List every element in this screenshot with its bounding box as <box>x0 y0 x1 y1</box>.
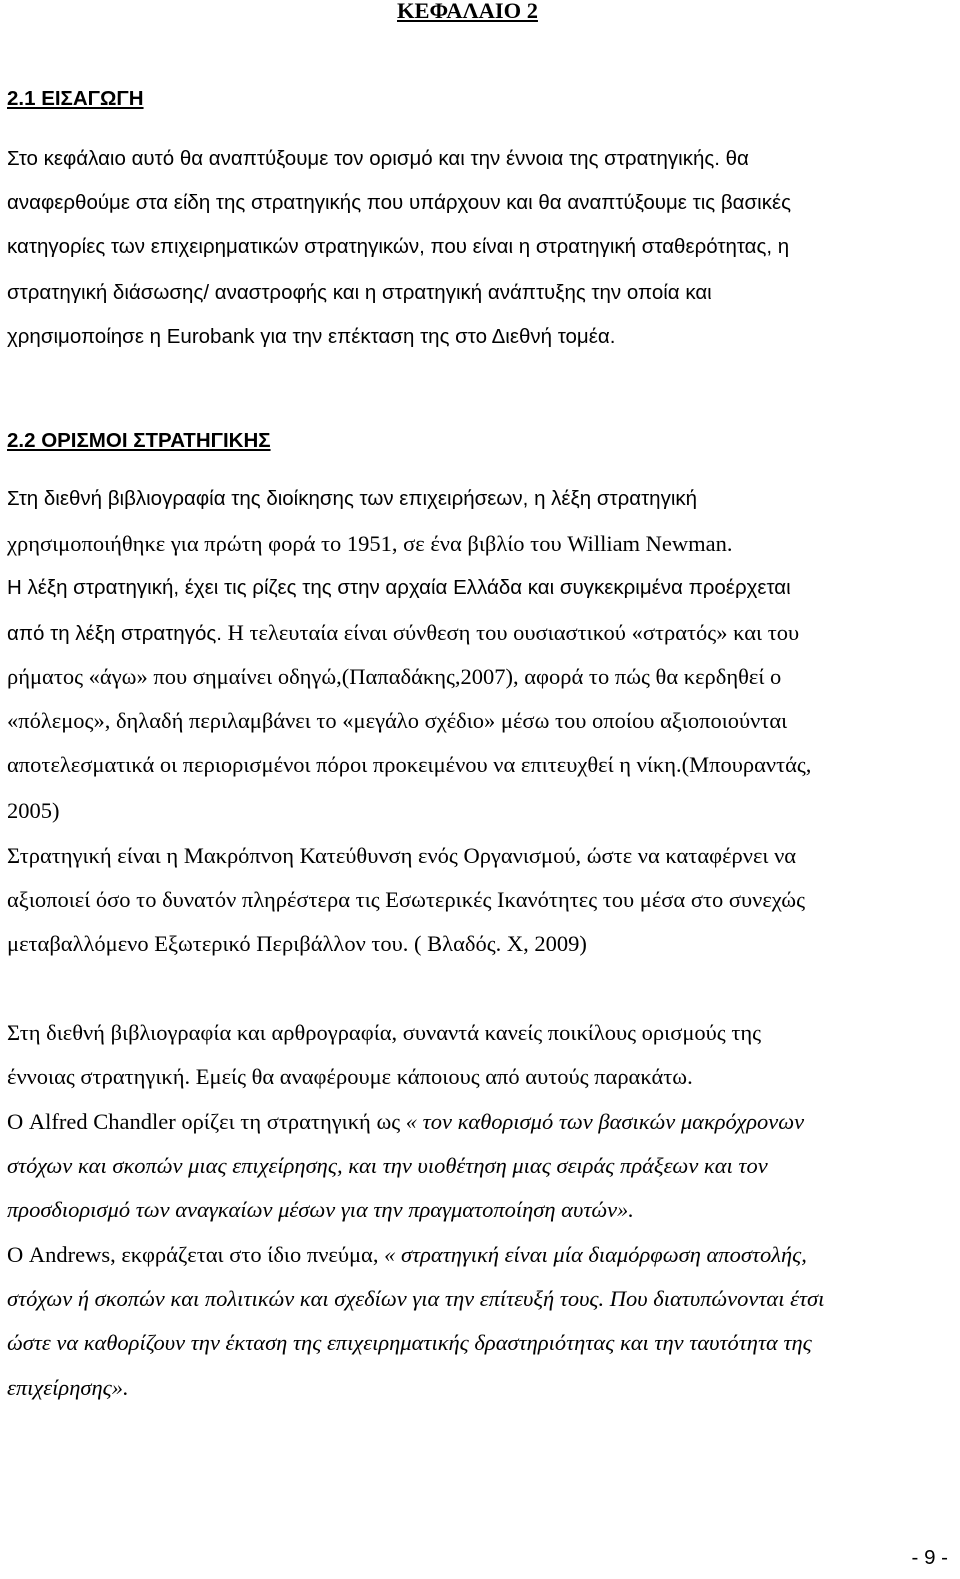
definitions-line-17 <box>7 1244 807 1267</box>
definitions-line-8: 2005) <box>7 798 60 823</box>
chandler-intro: Ο Alfred Chandler ορίζει τη στρατηγική ως <box>7 1109 406 1134</box>
definitions-line-19: ώστε να καθορίζουν την έκταση της επιχειρηματικής δραστηριότητας και την ταυτότητα της <box>7 1330 812 1355</box>
definitions-line-6: «πόλεμος», δηλαδή περιλαμβάνει το «μεγάλο σχέδιο» μέσω του οποίου αξιοποιούνται <box>7 708 788 733</box>
intro-line-4: στρατηγική διάσωσης/ αναστροφής και η στρατηγική ανάπτυξης την οποία και <box>7 281 712 304</box>
intro-line-5: χρησιμοποίησε η Eurobank για την επέκταση της στο Διεθνή τομέα. <box>7 325 616 348</box>
definitions-line-2: χρησιμοποιήθηκε για πρώτη φορά το 1951, σε ένα βιβλίο του William Newman. <box>7 531 733 556</box>
definitions-line-18: στόχων ή σκοπών και πολιτικών και σχεδίων για την επίτευξή τους. Που διατυπώνονται έτσι <box>7 1286 825 1311</box>
definitions-line-20: επιχείρησης». <box>7 1375 129 1400</box>
definitions-line-12: Στη διεθνή βιβλιογραφία και αρθρογραφία, συναντά κανείς ποικίλους ορισμούς της <box>7 1020 762 1045</box>
definitions-line-1: Στη διεθνή βιβλιογραφία της διοίκησης των επιχειρήσεων, η λέξη στρατηγική <box>7 487 698 510</box>
definitions-line-5: ρήματος «άγω» που σημαίνει οδηγώ,(Παπαδάκης,2007), αφορά το πώς θα κερδηθεί ο <box>7 664 782 689</box>
intro-line-1: Στο κεφάλαιο αυτό θα αναπτύξουμε τον ορισμό και την έννοια της στρατηγικής. θα <box>7 147 749 170</box>
andrews-quote-start: « στρατηγική είναι μία διαμόρφωση αποστολής, <box>384 1242 807 1267</box>
definitions-line-4-start: από τη λέξη στρατηγός. <box>7 622 222 645</box>
definitions-line-15: στόχων και σκοπών μιας επιχείρησης, και την υιοθέτηση μιας σειράς πράξεων και τον <box>7 1153 768 1178</box>
section-heading-introduction: 2.1 ΕΙΣΑΓΩΓΗ <box>7 87 144 110</box>
andrews-intro: Ο Andrews, εκφράζεται στο ίδιο πνεύμα, <box>7 1242 385 1267</box>
definitions-line-10: αξιοποιεί όσο το δυνατόν πληρέστερα τις Εσωτερικές Ικανότητες του μέσα στο συνεχώς <box>7 887 805 912</box>
definitions-line-11: μεταβαλλόμενο Εξωτερικό Περιβάλλον του. ( Βλαδός. Χ, 2009) <box>7 931 587 956</box>
intro-line-2: αναφερθούμε στα είδη της στρατηγικής που υπάρχουν και θα αναπτύξουμε τις βασικές <box>7 191 791 214</box>
definitions-line-14 <box>7 1111 804 1134</box>
section-heading-definitions: 2.2 ΟΡΙΣΜΟΙ ΣΤΡΑΤΗΓΙΚΗΣ <box>7 429 271 452</box>
definitions-line-13: έννοιας στρατηγική. Εμείς θα αναφέρουμε κάποιους από αυτούς παρακάτω. <box>7 1064 693 1089</box>
chapter-title: ΚΕΦΑΛΑΙΟ 2 <box>397 0 538 23</box>
definitions-line-3: Η λέξη στρατηγική, έχει τις ρίζες της στην αρχαία Ελλάδα και συγκεκριμένα προέρχεται <box>7 576 791 599</box>
definitions-line-4 <box>7 622 799 645</box>
intro-line-3: κατηγορίες των επιχειρηματικών στρατηγικών, που είναι η στρατηγική σταθερότητας, η <box>7 235 790 258</box>
page-number: - 9 - <box>911 1546 948 1569</box>
definitions-line-16: προσδιορισμό των αναγκαίων μέσων για την πραγματοποίηση αυτών». <box>7 1197 634 1222</box>
chandler-quote-start: « τον καθορισμό των βασικών μακρόχρονων <box>405 1109 805 1134</box>
definitions-line-4-end: Η τελευταία είναι σύνθεση του ουσιαστικού «στρατός» και του <box>221 620 800 645</box>
definitions-line-7: αποτελεσματικά οι περιορισμένοι πόροι προκειμένου να επιτευχθεί η νίκη.(Μπουραντάς, <box>7 752 812 777</box>
definitions-line-9: Στρατηγική είναι η Μακρόπνοη Κατεύθυνση ενός Οργανισμού, ώστε να καταφέρνει να <box>7 843 797 868</box>
